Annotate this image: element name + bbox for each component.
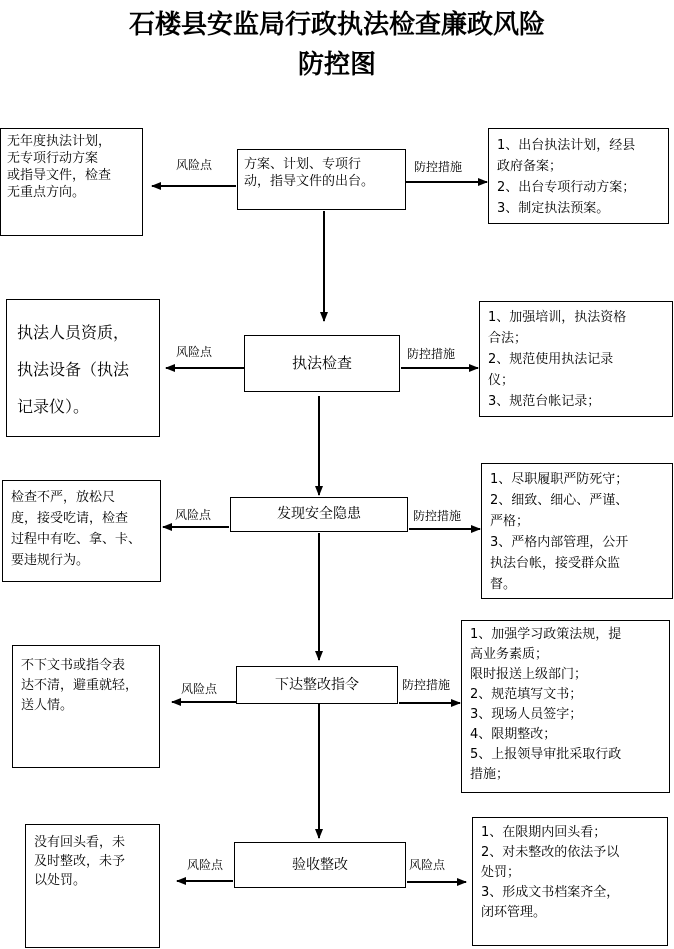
- measure-box-2: 1、加强培训，执法资格 合法； 2、规范使用执法记录 仪； 3、规范台帐记录；: [479, 301, 673, 417]
- risk-label-3: 风险点: [175, 508, 212, 522]
- risk-box-4: 不下文书或指令表 达不清，避重就轻， 送人情。: [12, 645, 160, 768]
- risk-box-5: 没有回头看，未 及时整改，未予 以处罚。: [25, 824, 160, 948]
- risk-box-2: 执法人员资质， 执法设备（执法 记录仪）。: [6, 299, 160, 437]
- step-box-1: 方案、计划、专项行 动，指导文件的出台。: [237, 149, 406, 210]
- risk-label-5: 风险点: [187, 858, 224, 872]
- measure-label-5: 风险点: [409, 858, 446, 872]
- measure-box-1: 1、出台执法计划，经县 政府备案； 2、出台专项行动方案； 3、制定执法预案。: [488, 128, 669, 224]
- risk-label-2: 风险点: [176, 345, 213, 359]
- measure-label-2: 防控措施: [407, 347, 456, 361]
- measure-box-3: 1、尽职履职严防死守； 2、细致、细心、严谨、 严格； 3、严格内部管理，公开 执法台帐，接受群众监 督。: [481, 463, 673, 599]
- risk-box-1: 无年度执法计划， 无专项行动方案 或指导文件，检查 无重点方向。: [0, 128, 143, 236]
- risk-label-4: 风险点: [181, 682, 218, 696]
- step-box-2: 执法检查: [244, 335, 400, 392]
- measure-box-5: 1、在限期内回头看； 2、对未整改的依法予以 处罚； 3、形成文书档案齐全， 闭环管理。: [472, 817, 668, 946]
- risk-label-1: 风险点: [176, 158, 213, 172]
- measure-label-1: 防控措施: [414, 160, 463, 174]
- measure-box-4: 1、加强学习政策法规，提 高业务素质； 限时报送上级部门； 2、规范填写文书； 3、现场人员签字； 4、限期整改； 5、上报领导审批采取行政 措施；: [461, 620, 670, 793]
- measure-label-3: 防控措施: [413, 509, 462, 523]
- diagram-subtitle: 防控图: [297, 50, 376, 80]
- step-box-3: 发现安全隐患: [230, 497, 408, 532]
- step-box-4: 下达整改指令: [236, 666, 398, 704]
- diagram-title: 石楼县安监局行政执法检查廉政风险: [128, 10, 545, 40]
- measure-label-4: 防控措施: [402, 678, 451, 692]
- step-box-5: 验收整改: [234, 842, 406, 888]
- risk-box-3: 检查不严，放松尺 度，接受吃请，检查 过程中有吃、拿、卡、 要违规行为。: [2, 480, 161, 582]
